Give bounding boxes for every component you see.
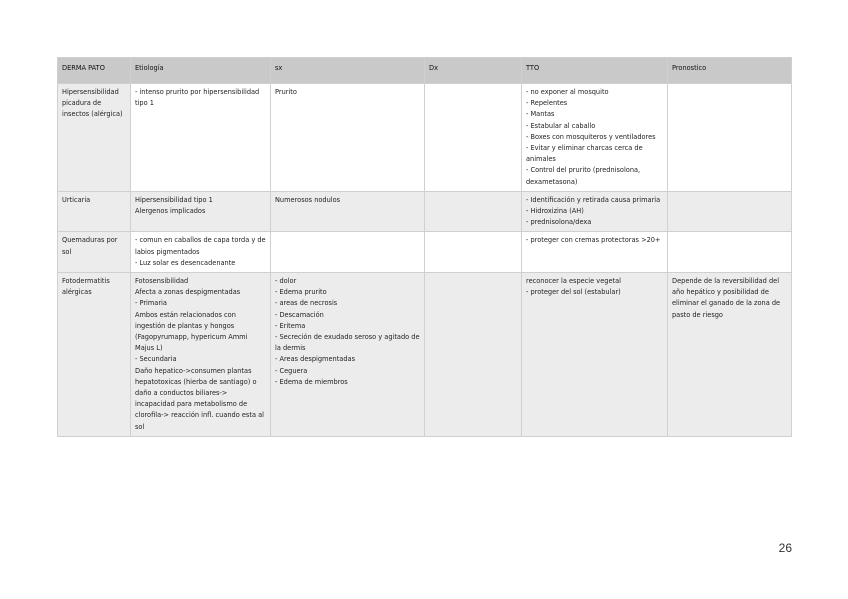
table-body — [58, 84, 792, 437]
table-header — [58, 58, 792, 84]
table-row — [58, 273, 792, 437]
header-etiologia: Etiología — [131, 58, 271, 84]
cell-line: Prurito — [275, 88, 297, 96]
cell-line: reconocer la especie vegetal — [526, 277, 621, 286]
cell-line: - Identificación y retirada causa primaria — [526, 195, 661, 204]
cell-dx — [425, 84, 522, 192]
cell-line: Fotosensibilidad — [135, 277, 189, 286]
cell-line-list — [672, 276, 787, 321]
cell-line: - Evitar y eliminar charcas cerca de animales — [526, 144, 643, 164]
cell-line: - Mantas — [526, 110, 555, 119]
cell-tto — [522, 191, 668, 232]
cell-line: Afecta a zonas despigmentadas — [135, 288, 241, 297]
cell-etiologia — [131, 191, 271, 232]
cell-line-list — [62, 276, 126, 298]
cell-line-list — [135, 235, 266, 269]
cell-line-list — [526, 195, 663, 229]
cell-line: - Edema prurito — [275, 288, 327, 297]
document-table — [57, 57, 792, 437]
table-row — [58, 84, 792, 192]
cell-sx — [271, 191, 425, 232]
header-dermapato: DERMA PATO — [58, 58, 131, 84]
cell-line: - dolor — [275, 277, 297, 286]
cell-tto — [522, 273, 668, 437]
cell-sx — [271, 273, 425, 437]
cell-dermapato — [58, 84, 131, 192]
cell-line: - Eritema — [275, 321, 306, 330]
cell-line: - comun en caballos de capa torda y de labios pigmentados — [135, 236, 266, 256]
cell-dermapato — [58, 232, 131, 273]
cell-line: Hipersensibilidad tipo 1 — [135, 195, 213, 204]
cell-dx — [425, 191, 522, 232]
header-pronostico: Pronostico — [668, 58, 792, 84]
cell-line: - Estabular al caballo — [526, 121, 596, 130]
cell-line-list — [62, 195, 126, 206]
cell-line: - Descamación — [275, 310, 324, 319]
header-tto: TTO — [522, 58, 668, 84]
cell-line-list — [135, 276, 266, 433]
cell-line: Numerosos nodulos — [275, 195, 341, 204]
cell-line: - prednisolona/dexa — [526, 218, 592, 227]
cell-line-list — [135, 87, 266, 109]
cell-line: Depende de la reversibilidad del año hepático y posibilidad de eliminar el ganado de la zona de pasto de riesgo — [672, 277, 781, 319]
cell-line: - Luz solar es desencadenante — [135, 258, 236, 267]
cell-line-list — [275, 195, 420, 206]
cell-line: - Areas despigmentadas — [275, 355, 356, 364]
header-row — [58, 58, 792, 84]
cell-line: Fotodermatitis alérgicas — [62, 277, 110, 297]
cell-line: - Secreción de exudado seroso y agitado de la dermis — [275, 333, 420, 353]
cell-etiologia — [131, 273, 271, 437]
cell-line-list — [62, 87, 126, 121]
cell-line: Quemaduras por sol — [62, 236, 118, 256]
header-dx: Dx — [425, 58, 522, 84]
cell-pronostico — [668, 273, 792, 437]
cell-line: Urticaria — [62, 195, 91, 204]
cell-line: Daño hepatico->consumen plantas hepatotoxicas (hierba de santiago) o daño a conductos biliares-> incapacidad para metabolismo de clorofila-> reacción infl. cuando esta al sol — [135, 366, 264, 431]
cell-line: - Repelentes — [526, 99, 568, 108]
cell-line-list — [526, 276, 663, 298]
cell-pronostico — [668, 191, 792, 232]
cell-etiologia — [131, 84, 271, 192]
cell-line: - areas de necrosis — [275, 299, 338, 308]
cell-dermapato — [58, 273, 131, 437]
cell-line: - Primaria — [135, 299, 167, 308]
cell-line-list — [275, 87, 420, 98]
cell-dx — [425, 232, 522, 273]
cell-dx — [425, 273, 522, 437]
cell-pronostico — [668, 84, 792, 192]
cell-tto — [522, 84, 668, 192]
cell-line-list — [526, 235, 663, 246]
cell-dermapato — [58, 191, 131, 232]
table-row — [58, 232, 792, 273]
cell-sx — [271, 232, 425, 273]
cell-line: - proteger del sol (estabular) — [526, 288, 621, 297]
table-row — [58, 191, 792, 232]
cell-line-list — [275, 276, 420, 388]
cell-etiologia — [131, 232, 271, 273]
cell-line: - Edema de miembros — [275, 377, 348, 386]
cell-line: - Hidroxizina (AH) — [526, 207, 584, 216]
cell-line: - Secundaria — [135, 355, 177, 364]
cell-line-list — [135, 195, 266, 217]
cell-line: Hipersensibilidad picadura de insectos (alérgica) — [62, 88, 123, 119]
cell-line: - Boxes con mosquiteros y ventiladores — [526, 132, 656, 141]
cell-line: - Control del prurito (prednisolona, dexametasona) — [526, 166, 641, 186]
cell-sx — [271, 84, 425, 192]
cell-line: Ambos están relacionados con ingestión de plantas y hongos (Fagopyrumapp, hypericum Ammi Majus L) — [135, 310, 248, 353]
cell-line: - proteger con cremas protectoras >20+ — [526, 236, 661, 245]
header-sx: sx — [271, 58, 425, 84]
cell-line: - Ceguera — [275, 366, 308, 375]
cell-tto — [522, 232, 668, 273]
cell-line: - no exponer al mosquito — [526, 88, 609, 96]
cell-line-list — [62, 235, 126, 257]
cell-line: Alergenos implicados — [135, 207, 206, 216]
cell-pronostico — [668, 232, 792, 273]
cell-line: - intenso prurito por hipersensibilidad tipo 1 — [135, 88, 260, 108]
cell-line-list — [526, 87, 663, 188]
page-number: 26 — [778, 541, 792, 555]
